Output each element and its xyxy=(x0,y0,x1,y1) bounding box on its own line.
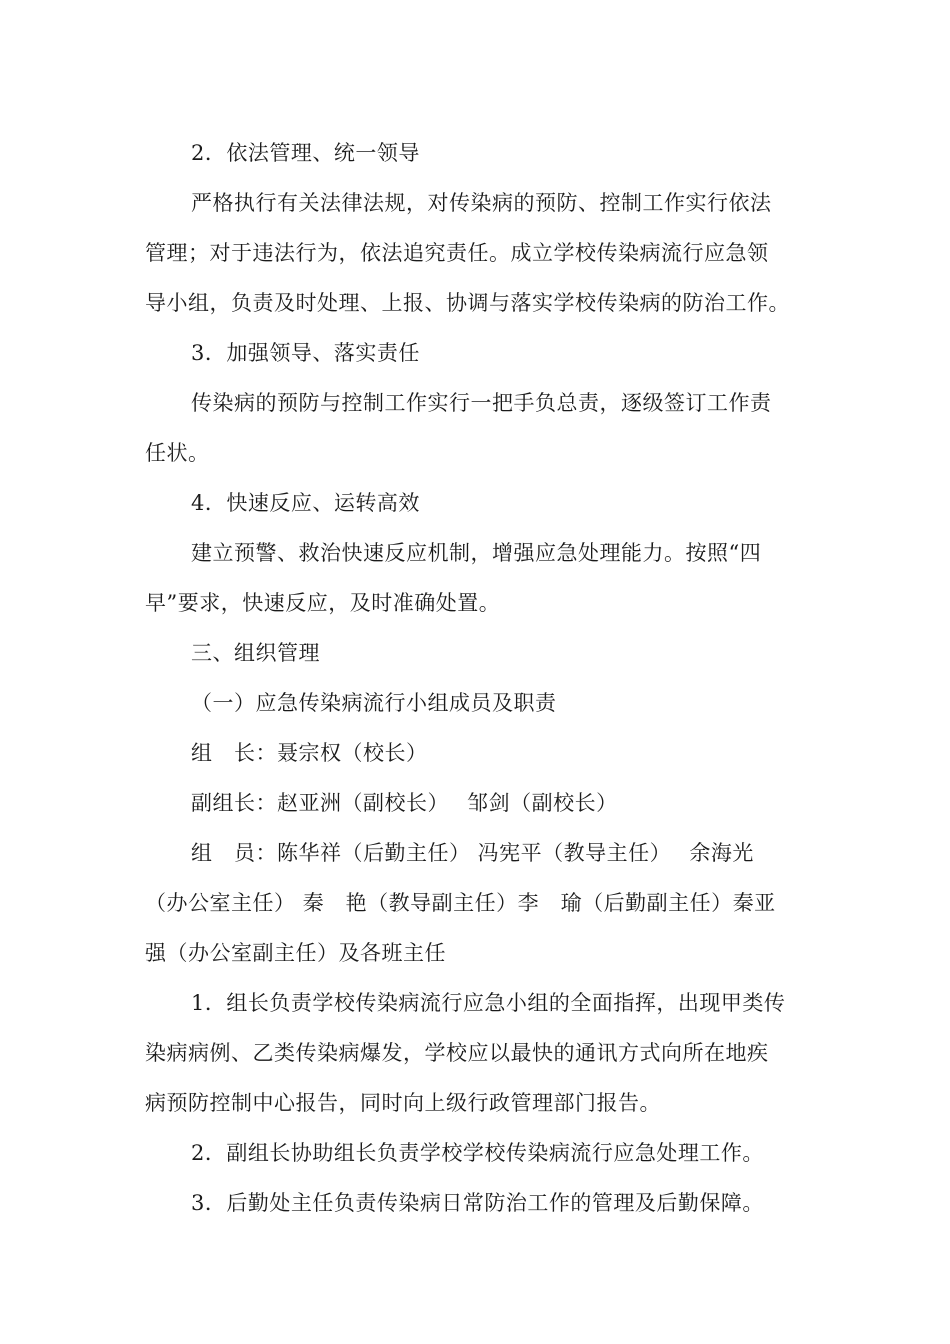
group-members-line: 强（办公室副主任）及各班主任 xyxy=(145,941,446,965)
duty-item-2: 2．副组长协助组长负责学校学校传染病流行应急处理工作。 xyxy=(191,1141,764,1165)
duty-item-3: 3．后勤处主任负责传染病日常防治工作的管理及后勤保障。 xyxy=(191,1191,764,1215)
paragraph-line: 任状。 xyxy=(145,441,210,465)
document-body xyxy=(145,128,810,1228)
group-leader: 组 长：聂宗权（校长） xyxy=(191,741,428,765)
duty-item-1-line: 病预防控制中心报告，同时向上级行政管理部门报告。 xyxy=(145,1091,661,1115)
heading-item-3: 3．加强领导、落实责任 xyxy=(191,341,420,365)
group-members-line: （办公室主任） 秦 艳（教导副主任）李 瑜（后勤副主任）秦亚 xyxy=(145,891,776,915)
duty-item-1-line: 1．组长负责学校传染病流行应急小组的全面指挥，出现甲类传 xyxy=(191,991,786,1015)
group-members-line: 组 员：陈华祥（后勤主任） 冯宪平（教导主任） 余海光 xyxy=(191,841,754,865)
paragraph-line: 早”要求，快速反应，及时准确处置。 xyxy=(145,591,501,615)
heading-item-2: 2．依法管理、统一领导 xyxy=(191,141,420,165)
deputy-leaders: 副组长：赵亚洲（副校长） 邹剑（副校长） xyxy=(191,791,618,815)
section-heading-organization: 三、组织管理 xyxy=(191,641,320,665)
paragraph-line: 传染病的预防与控制工作实行一把手负总责，逐级签订工作责 xyxy=(191,391,772,415)
paragraph-line: 建立预警、救治快速反应机制，增强应急处理能力。按照“四 xyxy=(191,541,762,565)
paragraph-line: 管理；对于违法行为，依法追究责任。成立学校传染病流行应急领 xyxy=(145,241,769,265)
paragraph-line: 严格执行有关法律法规，对传染病的预防、控制工作实行依法 xyxy=(191,191,772,215)
subsection-heading-members: （一）应急传染病流行小组成员及职责 xyxy=(191,691,557,715)
heading-item-4: 4．快速反应、运转高效 xyxy=(191,491,420,515)
paragraph-line: 导小组，负责及时处理、上报、协调与落实学校传染病的防治工作。 xyxy=(145,291,790,315)
duty-item-1-line: 染病病例、乙类传染病爆发，学校应以最快的通讯方式向所在地疾 xyxy=(145,1041,769,1065)
